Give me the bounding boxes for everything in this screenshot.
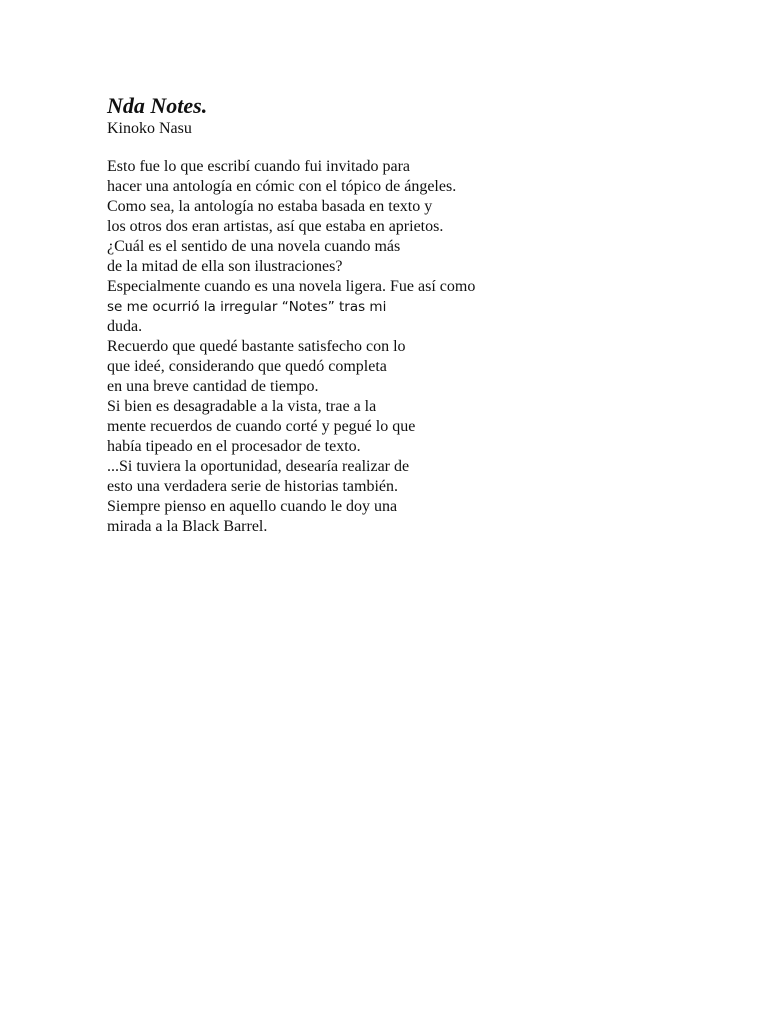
text-line: Especialmente cuando es una novela ligera. Fue así como: [107, 278, 476, 295]
text-line: mente recuerdos de cuando corté y pegué lo que: [107, 418, 416, 435]
text-line-alt-font: se me ocurrió la irregular “Notes” tras mi: [107, 299, 387, 315]
text-line: esto una verdadera serie de historias también.: [107, 478, 398, 495]
text-line: Si bien es desagradable a la vista, trae a la: [107, 398, 377, 415]
document-content: [107, 93, 667, 537]
text-line: de la mitad de ella son ilustraciones?: [107, 258, 343, 275]
text-line: había tipeado en el procesador de texto.: [107, 438, 361, 455]
text-line: Siempre pienso en aquello cuando le doy una: [107, 498, 398, 515]
text-line: Como sea, la antología no estaba basada en texto y: [107, 198, 433, 215]
text-line: Esto fue lo que escribí cuando fui invitado para: [107, 158, 411, 175]
text-line: ...Si tuviera la oportunidad, desearía realizar de: [107, 458, 410, 475]
document-author: Kinoko Nasu: [107, 120, 192, 137]
text-line: mirada a la Black Barrel.: [107, 518, 268, 535]
text-line: que ideé, considerando que quedó completa: [107, 358, 387, 375]
text-line: hacer una antología en cómic con el tópico de ángeles.: [107, 178, 457, 195]
text-line: en una breve cantidad de tiempo.: [107, 378, 319, 395]
document-body: [107, 157, 667, 537]
text-line: duda.: [107, 318, 143, 335]
text-line: ¿Cuál es el sentido de una novela cuando más: [107, 238, 401, 255]
text-line: Recuerdo que quedé bastante satisfecho con lo: [107, 338, 406, 355]
text-line: los otros dos eran artistas, así que estaba en aprietos.: [107, 218, 444, 235]
document-title: Nda Notes.: [107, 93, 208, 118]
